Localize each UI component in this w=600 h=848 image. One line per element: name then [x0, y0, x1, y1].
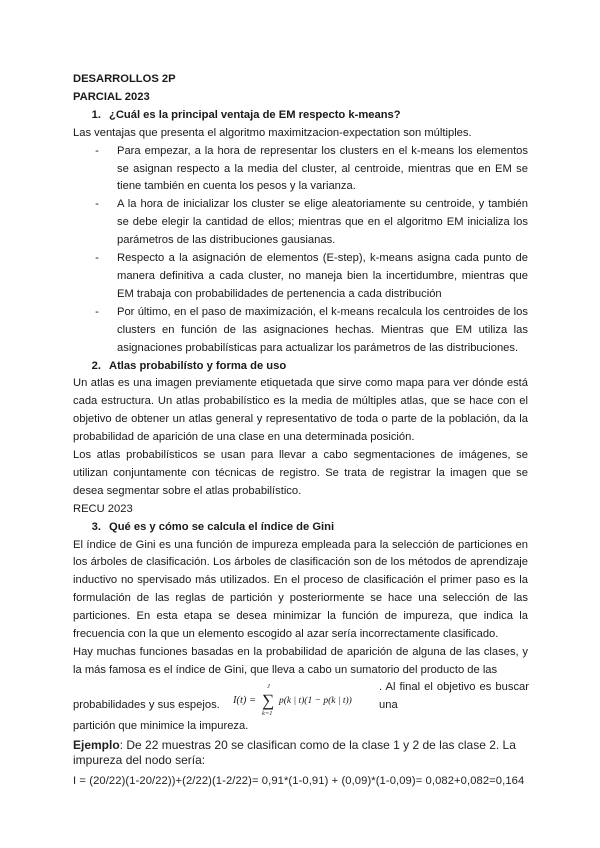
bullet-dash: - — [95, 198, 99, 211]
formula-line — [73, 680, 528, 718]
example-label: Ejemplo — [73, 737, 120, 752]
question-3-heading — [73, 519, 528, 537]
document-title: DESARROLLOS 2P — [73, 73, 176, 85]
question-3-paragraph-1: El índice de Gini es una función de impureza empleada para la selección de particiones en los árboles de clasificación. Los árboles de clasificación son de los métodos de aprendizaje inductivo no spervisado más utilizados. En el proceso de clasificación el primer paso es la formulación de las reglas de partición y posteriormente se hace una selección de las particiones. En esta etapa se desea minimizar la función de impureza, que indica la frecuencia con la que un elemento escogido al azar sería incorrectamente clasificado. — [73, 538, 528, 641]
example-text — [73, 738, 528, 768]
bullet-text: Por último, en el paso de maximización, el k-means recalcula los centroides de los clusters en función de las asignaciones hechas. Mientras que EM utiliza las asignaciones probabilísticas para actualizar los parámetros de las distribuciones. — [117, 305, 528, 354]
question-2-paragraph-2: Los atlas probabilísticos se usan para llevar a cabo segmentaciones de imágenes, se utilizan conjuntamente con técnicas de registro. Se trata de registrar la imagen que se desea segmentar sobre el atlas probabilístico. — [73, 449, 528, 497]
section-subtitle: PARCIAL 2023 — [73, 90, 150, 103]
formula-sum-symbol: ∑ — [262, 690, 275, 710]
list-item — [73, 143, 528, 197]
question-1-number: 1. — [91, 108, 101, 121]
list-item — [73, 304, 528, 358]
bullet-text: Para empezar, a la hora de representar los clusters en el k-means los elementos se asignan respecto a la media del cluster, al centroide, mientras que en EM se tiene también en cuenta los pesos y la varianza. — [117, 144, 528, 193]
question-3-title: Qué es y cómo se calcula el índice de Gini — [109, 520, 335, 533]
question-1-title: ¿Cuál es la principal ventaja de EM respecto k-means? — [109, 108, 401, 121]
question-2-number: 2. — [91, 359, 101, 372]
question-2-title: Atlas probabilísto y forma de uso — [109, 359, 287, 372]
recu-label: RECU 2023 — [73, 502, 133, 515]
example-description: : De 22 muestras 20 se clasifican como de la clase 1 y 2 de las clase 2. La impureza del nodo sería: — [73, 737, 516, 767]
example-calculation: I = (20/22)(1-20/22))+(2/22)(1-2/22)= 0,91*(1-0,91) + (0,09)*(1-0,09)= 0,082+0,082=0,164 — [73, 774, 525, 787]
question-3-paragraph-4: partición que minimice la impureza. — [73, 719, 249, 732]
list-item — [73, 196, 528, 250]
list-item — [73, 250, 528, 304]
question-3-paragraph-2: Hay muchas funciones basadas en la probabilidad de aparición de alguna de las clases, y la más famosa es el índice de Gini, que lleva a cabo un sumatorio del producto de las — [73, 646, 528, 676]
formula-line-right-text: . Al final el objetivo es buscar una — [379, 681, 529, 711]
bullet-dash: - — [95, 252, 99, 265]
formula-sum-top: J — [267, 682, 270, 690]
example-block — [73, 738, 528, 789]
formula-line-left-text: probabilidades y sus espejos. — [73, 698, 220, 711]
bullet-dash: - — [95, 305, 99, 318]
question-3-number: 3. — [91, 520, 101, 533]
bullet-text: A la hora de inicializar los cluster se elige aleatoriamente su centroide, y también se debe elegir la cantidad de ellos; mientras que en el algoritmo EM inicializa los parámetros de las distribuciones gausianas. — [117, 198, 528, 247]
bullet-dash: - — [95, 144, 99, 157]
gini-formula — [231, 680, 371, 718]
document-body — [73, 71, 528, 789]
question-2-heading — [73, 358, 528, 376]
question-2-paragraph-1: Un atlas es una imagen previamente etiquetada que sirve como mapa para ver dónde está cada estructura. Un atlas probabilístico es la media de múltiples atlas, que se hace con el objetivo de obtener un atlas general y representativo de toda o parte de la población, da la probabilidad de aparición de una clase en una determinada posición. — [73, 377, 528, 444]
formula-lhs: I(t) = — [233, 694, 257, 706]
question-1-intro: Las ventajas que presenta el algoritmo maximitzacion-expectation son múltiples. — [73, 126, 472, 139]
formula-body: p(k | t)(1 − p(k | t)) — [279, 695, 352, 706]
bullet-text: Respecto a la asignación de elementos (E-step), k-means asigna cada punto de manera definitiva a cada cluster, no maneja bien la incertidumbre, mientras que EM trabaja con probabilidades de pertenencia a cada distribución — [117, 252, 528, 300]
formula-sum-bottom: k=1 — [262, 709, 273, 717]
question-1-heading — [73, 107, 528, 125]
